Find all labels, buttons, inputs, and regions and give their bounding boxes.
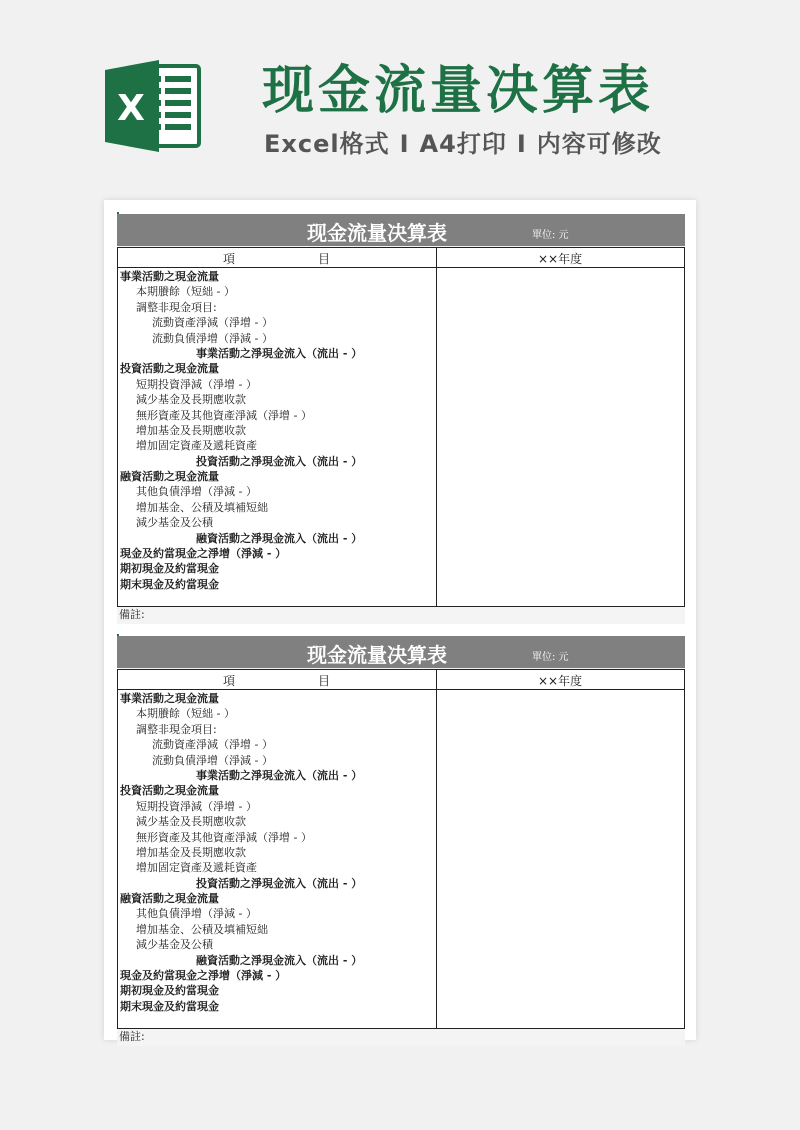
- table-row: 無形資產及其他資產淨減（淨增 - ）: [136, 830, 312, 844]
- table-row: 調整非現金項目:: [136, 300, 217, 314]
- page-subtitle: [264, 124, 662, 159]
- sheet-title-bar: [117, 636, 685, 668]
- table-row: 增加固定資產及遞耗資產: [136, 439, 257, 453]
- table-row: 投資活動之淨現金流入（流出 - ）: [196, 454, 363, 468]
- table-row: 現金及約當現金之淨增（淨減 - ）: [120, 969, 287, 983]
- table-row: 增加固定資產及遞耗資產: [136, 861, 257, 875]
- table-row: 增加基金、公積及填補短絀: [136, 922, 268, 936]
- subtitle-print: A4打印: [419, 130, 507, 158]
- table-row: 增加基金及長期應收款: [136, 845, 246, 859]
- column-header-item: 項: [223, 674, 236, 688]
- page-header: [0, 0, 800, 180]
- table-row: 融資活動之現金流量: [120, 892, 219, 906]
- table-row: 事業活動之淨現金流入（流出 - ）: [196, 768, 363, 782]
- table-row: 融資活動之淨現金流入（流出 - ）: [196, 953, 363, 967]
- table-row: 增加基金、公積及填補短絀: [136, 500, 268, 514]
- column-header-item: 目: [318, 252, 331, 266]
- table-row: 其他負債淨增（淨減 - ）: [136, 907, 257, 921]
- table-header: [118, 670, 684, 690]
- table-row: 減少基金及長期應收款: [136, 393, 246, 407]
- table-row: 期末現金及約當現金: [120, 999, 219, 1013]
- table-row: 事業活動之現金流量: [120, 692, 219, 705]
- table-row: 無形資產及其他資產淨減（淨增 - ）: [136, 408, 312, 422]
- table-header: [118, 248, 684, 268]
- table-row: 事業活動之淨現金流入（流出 - ）: [196, 346, 363, 360]
- table-row: 期末現金及約當現金: [120, 577, 219, 591]
- table-row: 投資活動之淨現金流入（流出 - ）: [196, 876, 363, 890]
- table-row: 減少基金及長期應收款: [136, 815, 246, 829]
- sheet-title-bar: [117, 214, 685, 246]
- sheet-title: 现金流量决算表: [307, 643, 447, 667]
- table-row: 流動負債淨增（淨減 - ）: [152, 753, 273, 767]
- table-row: 投資活動之現金流量: [120, 362, 219, 376]
- table-row: 現金及約當現金之淨增（淨減 - ）: [120, 547, 287, 561]
- table-row: 事業活動之現金流量: [120, 270, 219, 283]
- table-row: 本期賸餘（短絀 - ）: [136, 707, 235, 721]
- table-row: 投資活動之現金流量: [120, 784, 219, 798]
- table-row: 融資活動之淨現金流入（流出 - ）: [196, 531, 363, 545]
- column-header-year: ××年度: [538, 674, 583, 688]
- column-header-year: ××年度: [538, 252, 583, 266]
- table-row: 流動資產淨減（淨增 - ）: [152, 316, 273, 330]
- unit-label: 單位: 元: [532, 652, 569, 663]
- table-rows: [118, 691, 436, 1014]
- table-row: 本期賸餘（短絀 - ）: [136, 285, 235, 299]
- unit-label: 單位: 元: [532, 230, 569, 241]
- subtitle-format: Excel格式: [264, 130, 390, 158]
- table-row: 短期投資淨減（淨增 - ）: [136, 799, 257, 813]
- table-row: 期初現金及約當現金: [120, 984, 219, 998]
- note-label: 備註:: [119, 608, 145, 621]
- page-title: 现金流量决算表: [262, 61, 655, 121]
- table-row: 增加基金及長期應收款: [136, 423, 246, 437]
- table-row: 融資活動之現金流量: [120, 470, 219, 484]
- table-row: 減少基金及公積: [136, 938, 213, 952]
- subtitle-editable: 内容可修改: [536, 130, 662, 158]
- table-row: 其他負債淨增（淨減 - ）: [136, 485, 257, 499]
- table-row: 調整非現金項目:: [136, 722, 217, 736]
- column-header-item: 項: [223, 252, 236, 266]
- column-header-item: 目: [318, 674, 331, 688]
- excel-icon: [103, 60, 205, 152]
- table-rows: [118, 269, 436, 592]
- logo-letter: X: [117, 88, 145, 129]
- sheet-title: 现金流量决算表: [307, 221, 447, 245]
- subtitle-separator: I: [399, 130, 410, 158]
- cashflow-table: [117, 669, 685, 1029]
- table-row: 流動資產淨減（淨增 - ）: [152, 738, 273, 752]
- table-row: 減少基金及公積: [136, 516, 213, 530]
- table-row: 流動負債淨增（淨減 - ）: [152, 331, 273, 345]
- table-row: 期初現金及約當現金: [120, 562, 219, 576]
- table-row: 短期投資淨減（淨增 - ）: [136, 377, 257, 391]
- note-label: 備註:: [119, 1030, 145, 1043]
- document-page: [104, 200, 696, 1043]
- cashflow-table: [117, 247, 685, 607]
- subtitle-separator: I: [516, 130, 527, 158]
